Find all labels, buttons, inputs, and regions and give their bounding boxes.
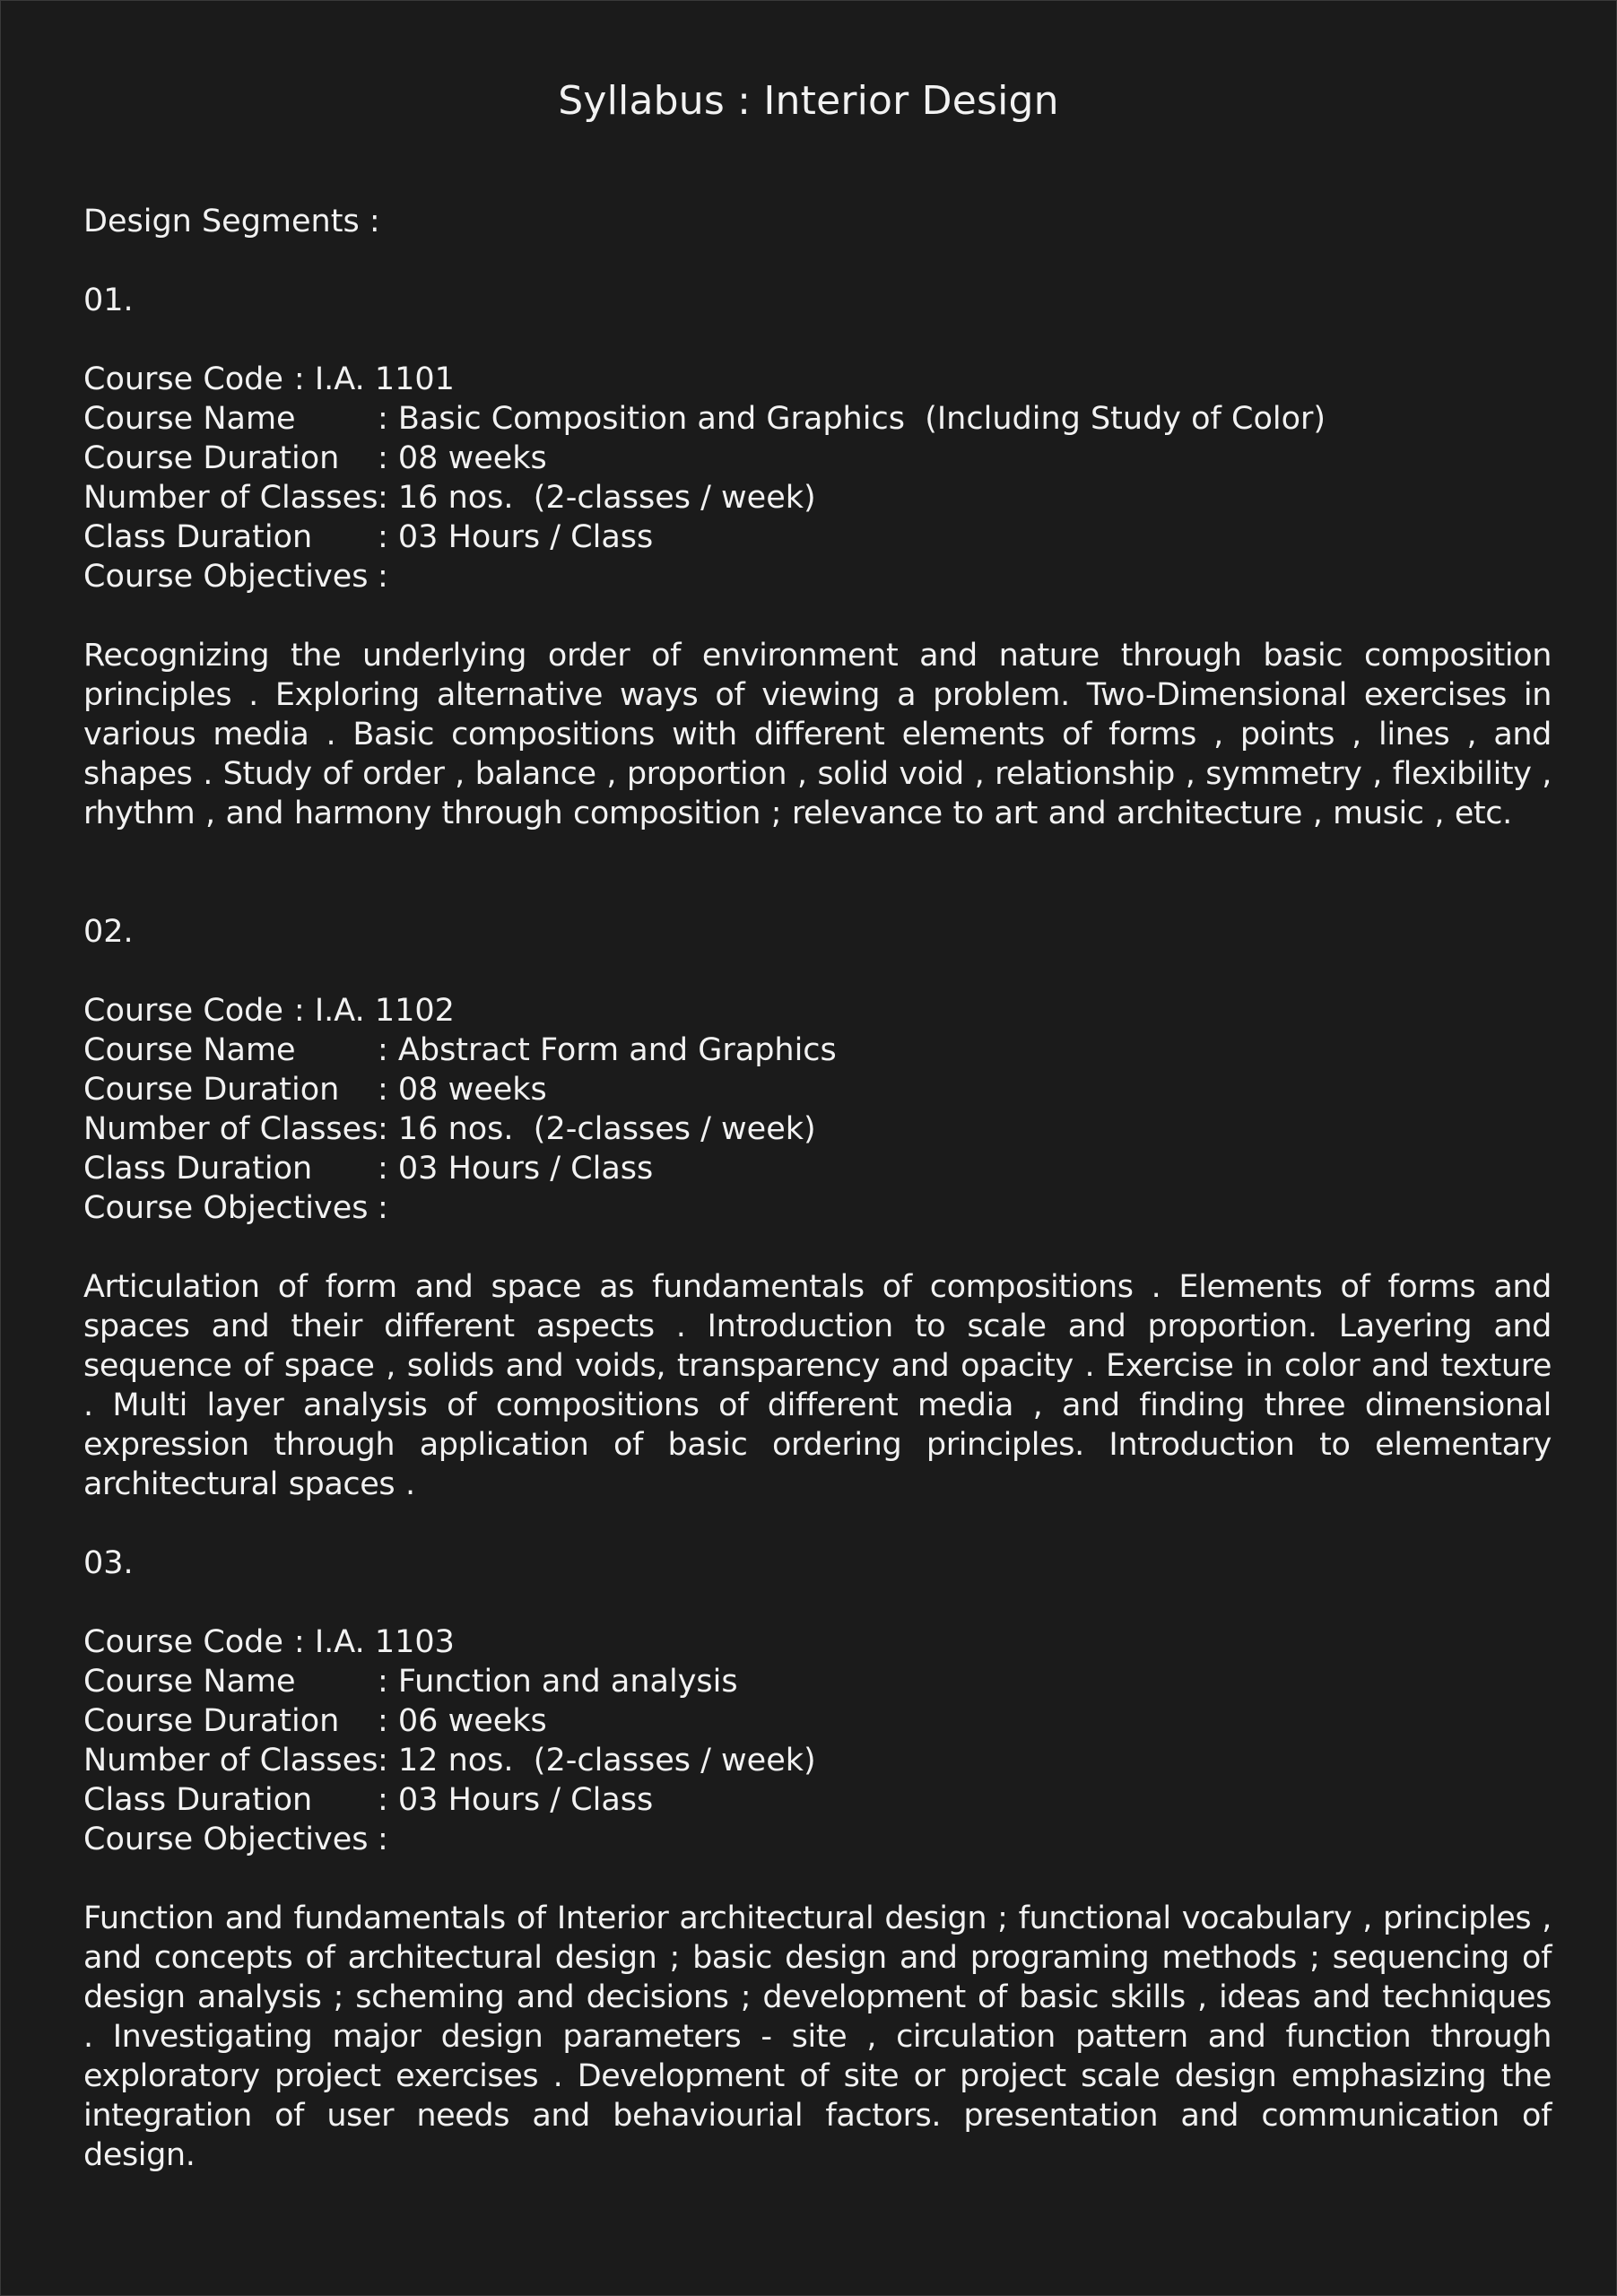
class-duration-label: Class Duration (83, 519, 313, 555)
number-of-classes-label: Number of Classes (83, 480, 378, 516)
class-duration-row (83, 517, 1552, 557)
course-code-row (83, 1622, 1552, 1662)
course-objectives-row (83, 1820, 1552, 1859)
course-code-row (83, 991, 1552, 1031)
course-objectives-text: Function and fundamentals of Interior architectural design ; functional vocabulary , principles , and concepts of architectural design ; basic design and programing methods ; sequencing of design analysis ; scheming and decisions ; development of basic skills , ideas and techniques . Investigating major design parameters - site , circulation pattern and function through exploratory project exercises . Development of site or project scale design emphasizing the integration of user needs and behaviourial factors. presentation and communication of design. (83, 1900, 1552, 2173)
class-duration-value: : 03 Hours / Class (378, 1782, 654, 1818)
course-duration-value: : 08 weeks (378, 1072, 547, 1108)
number-of-classes-value: : 16 nos. (2-classes / week) (378, 480, 816, 516)
course-name-row (83, 399, 1552, 439)
course-name-row (83, 1662, 1552, 1701)
course-code-value: : I.A. 1103 (293, 1624, 455, 1660)
page-title: Syllabus : Interior Design (558, 78, 1059, 124)
number-of-classes-label: Number of Classes (83, 1743, 378, 1779)
course-name-value: : Function and analysis (378, 1664, 738, 1700)
course-duration-value: : 08 weeks (378, 440, 547, 476)
course-objectives-text: Recognizing the underlying order of environment and nature through basic composition principles . Exploring alternative ways of viewing a problem. Two-Dimensional exercises in various media . Basic compositions with different elements of forms , points , lines , and shapes . Study of order , balance , proportion , solid void , relationship , symmetry , flexibility , rhythm , and harmony through composition ; relevance to art and architecture , music , etc. (83, 638, 1552, 831)
course-number: 01. (83, 283, 134, 318)
course-number: 03. (83, 1545, 134, 1581)
course-name-label: Course Name (83, 1032, 296, 1068)
course-name-value: : Abstract Form and Graphics (378, 1032, 837, 1068)
section-spacer (83, 833, 1552, 873)
number-of-classes-row (83, 1741, 1552, 1780)
course-objectives-row (83, 1188, 1552, 1228)
class-duration-label: Class Duration (83, 1151, 313, 1187)
course-objectives-colon: : (378, 1190, 388, 1226)
class-duration-label: Class Duration (83, 1782, 313, 1818)
course-code-value: : I.A. 1102 (293, 993, 455, 1029)
course-objectives-label: Course Objectives (83, 1190, 369, 1226)
course-duration-value: : 06 weeks (378, 1703, 547, 1739)
class-duration-value: : 03 Hours / Class (378, 519, 654, 555)
course-number: 02. (83, 914, 134, 950)
class-duration-row (83, 1780, 1552, 1820)
number-of-classes-row (83, 1109, 1552, 1149)
course-objectives-text: Articulation of form and space as fundamentals of compositions . Elements of forms and spaces and their different aspects . Introduction to scale and proportion. Layering and sequence of space , solids and voids, transparency and opacity . Exercise in color and texture . Multi layer analysis of compositions of different media , and finding three dimensional expression through application of basic ordering principles. Introduction to elementary architectural spaces . (83, 1269, 1552, 1502)
course-objectives-row (83, 557, 1552, 596)
syllabus-content (83, 202, 1552, 2175)
course-duration-label: Course Duration (83, 1703, 340, 1739)
course-objectives-label: Course Objectives (83, 559, 369, 595)
number-of-classes-row (83, 478, 1552, 517)
course-objectives-label: Course Objectives (83, 1822, 369, 1857)
class-duration-row (83, 1149, 1552, 1188)
course-duration-label: Course Duration (83, 1072, 340, 1108)
course-section-2 (83, 912, 1552, 1504)
course-code-label: Course Code (83, 361, 283, 397)
course-section-1 (83, 281, 1552, 833)
course-name-label: Course Name (83, 401, 296, 437)
course-duration-row (83, 1070, 1552, 1109)
course-name-label: Course Name (83, 1664, 296, 1700)
course-code-label: Course Code (83, 993, 283, 1029)
course-duration-row (83, 439, 1552, 478)
course-duration-row (83, 1701, 1552, 1741)
course-duration-label: Course Duration (83, 440, 340, 476)
number-of-classes-value: : 16 nos. (2-classes / week) (378, 1111, 816, 1147)
segments-heading: Design Segments : (83, 204, 380, 239)
course-section-3 (83, 1544, 1552, 2175)
course-objectives-colon: : (378, 1822, 388, 1857)
course-code-value: : I.A. 1101 (293, 361, 455, 397)
number-of-classes-value: : 12 nos. (2-classes / week) (378, 1743, 816, 1779)
course-name-value: : Basic Composition and Graphics (Including Study of Color) (378, 401, 1326, 437)
class-duration-value: : 03 Hours / Class (378, 1151, 654, 1187)
number-of-classes-label: Number of Classes (83, 1111, 378, 1147)
course-objectives-colon: : (378, 559, 388, 595)
course-code-row (83, 360, 1552, 399)
course-code-label: Course Code (83, 1624, 283, 1660)
course-name-row (83, 1031, 1552, 1070)
